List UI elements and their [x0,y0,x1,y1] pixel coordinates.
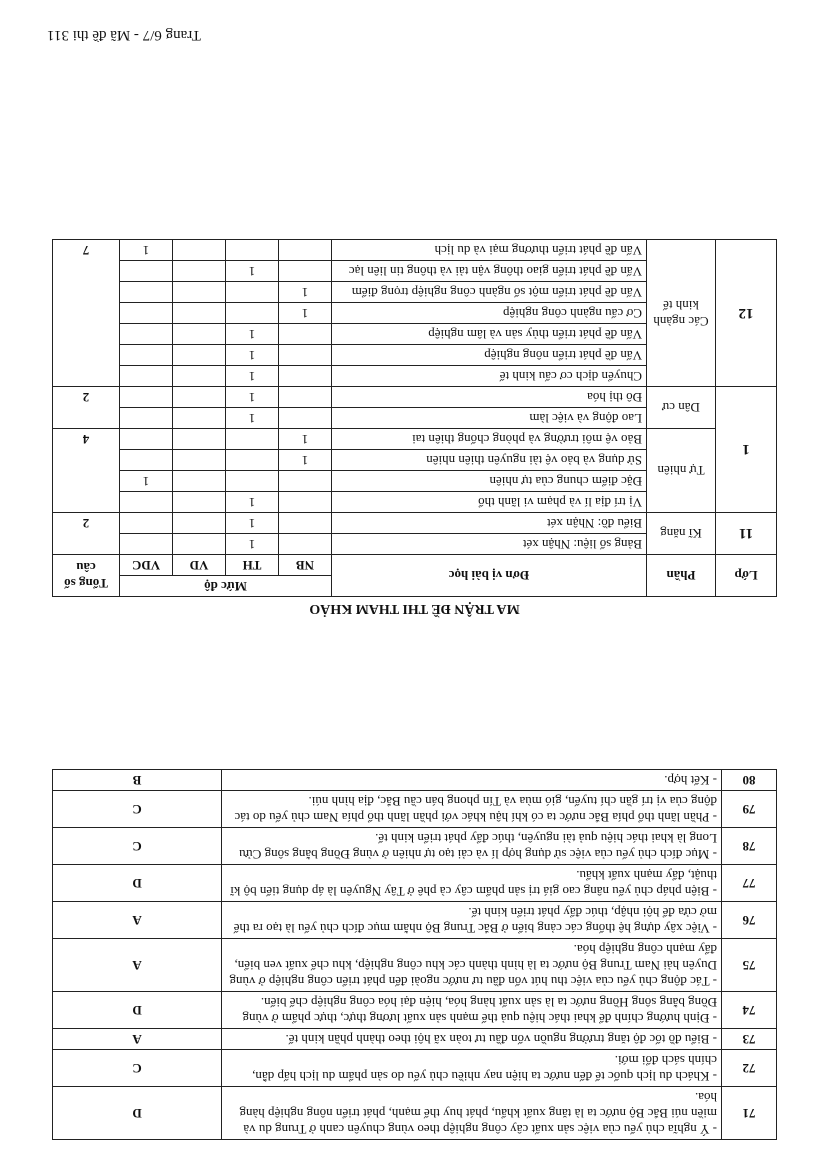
answer-row [53,770,777,791]
question-number: 76 [722,902,777,939]
nb-cell [279,324,332,345]
answer-row [53,939,777,992]
matrix-row [53,408,777,429]
page-header [47,26,777,43]
header-nb: NB [279,555,332,576]
answer-explanation: - Định hướng chính để khai thác hiệu quả thế mạnh sản xuất lương thực, thực phẩm ở vùng Đồng bằng sông Hồng nước ta là sản xuất hàng hóa, hiện đại hóa công nghiệp chế biến. [222,992,722,1029]
th-cell: 1 [226,366,279,387]
question-number: 71 [722,1087,777,1140]
answer-explanation: - Việc xây dựng hệ thống các cảng biển ở Bắc Trung Bộ nhằm mục đích chủ yếu là tạo ra thế mở cửa để hội nhập, thúc đẩy phát triển kinh tế. [222,902,722,939]
answer-explanation: - Biện pháp chủ yếu nâng cao giá trị sản phẩm cây cà phê ở Tây Nguyên là áp dụng tiến bộ kĩ thuật, đẩy mạnh xuất khẩu. [222,865,722,902]
answer-explanation: - Biểu đồ tốc độ tăng trưởng nguồn vốn đầu tư toàn xã hội theo thành phần kinh tế. [222,1029,722,1050]
answer-explanation: - Tác động chủ yếu của việc thu hút vốn đầu tư nước ngoài đến phát triển công nghiệp ở vùng Duyên hải Nam Trung Bộ nước ta là hình thành các khu công nghiệp, khu chế xuất ven biển, đẩy mạnh công nghiệp hóa. [222,939,722,992]
answer-explanation: - Phần lãnh thổ phía Bắc nước ta có khí hậu khác với phần lãnh thổ phía Nam chủ yếu do tác động của vị trí gần chí tuyến, gió mùa và Tín phong bán cầu Bắc, địa hình núi. [222,791,722,828]
matrix-row [53,366,777,387]
answer-key: A [53,939,222,992]
total-cell: 7 [53,240,120,387]
answer-key: D [53,1087,222,1140]
header-muc-do: Mức độ [120,576,332,597]
th-cell [226,429,279,450]
question-number: 78 [722,828,777,865]
header-phan: Phần [647,555,716,597]
vdc-cell [120,387,173,408]
header-vd: VD [173,555,226,576]
vdc-cell [120,282,173,303]
vd-cell [173,408,226,429]
nb-cell [279,240,332,261]
section-cell: Kĩ năng [647,513,716,555]
answer-row [53,1087,777,1140]
answer-key: C [53,791,222,828]
header-vdc: VDC [120,555,173,576]
question-number: 72 [722,1050,777,1087]
section-cell: Tự nhiên [647,429,716,513]
header-don-vi: Đơn vị bài học [332,555,647,597]
th-cell [226,471,279,492]
vd-cell [173,240,226,261]
vd-cell [173,261,226,282]
th-cell: 1 [226,534,279,555]
vdc-cell [120,534,173,555]
question-number: 74 [722,992,777,1029]
nb-cell [279,345,332,366]
nb-cell [279,366,332,387]
th-cell: 1 [226,345,279,366]
answer-explanation: - Mục đích chủ yếu của việc sử dụng hợp lí và cải tạo tự nhiên ở vùng Đồng bằng sông Cửu Long là khai thác hiệu quả tài nguyên, thúc đẩy phát triển kinh tế. [222,828,722,865]
answer-key: D [53,865,222,902]
unit-cell: Vấn đề phát triển nông nghiệp [332,345,647,366]
nb-cell [279,534,332,555]
nb-cell: 1 [279,429,332,450]
th-cell: 1 [226,513,279,534]
unit-cell: Vấn đề phát triển thương mại và du lịch [332,240,647,261]
th-cell: 1 [226,324,279,345]
answer-explanation: - Kết hợp. [222,770,722,791]
th-cell [226,450,279,471]
answer-row [53,791,777,828]
th-cell: 1 [226,492,279,513]
total-cell: 2 [53,513,120,555]
vd-cell [173,471,226,492]
vdc-cell [120,366,173,387]
vdc-cell: 1 [120,471,173,492]
vd-cell [173,387,226,408]
unit-cell: Bảo vệ môi trường và phòng chống thiên tai [332,429,647,450]
unit-cell: Cơ cấu ngành công nghiệp [332,303,647,324]
total-cell: 2 [53,387,120,429]
answer-row [53,865,777,902]
answer-row [53,992,777,1029]
question-number: 77 [722,865,777,902]
answer-key: C [53,1050,222,1087]
th-cell: 1 [226,408,279,429]
nb-cell [279,471,332,492]
nb-cell [279,492,332,513]
answer-row [53,828,777,865]
answer-key: A [53,1029,222,1050]
unit-cell: Chuyển dịch cơ cấu kinh tế [332,366,647,387]
vdc-cell [120,429,173,450]
answer-key: C [53,828,222,865]
vdc-cell [120,492,173,513]
vd-cell [173,324,226,345]
th-cell: 1 [226,261,279,282]
nb-cell: 1 [279,303,332,324]
th-cell [226,240,279,261]
section-cell: Dân cư [647,387,716,429]
vd-cell [173,366,226,387]
answer-key-table [52,769,777,1140]
question-number: 79 [722,791,777,828]
vdc-cell [120,303,173,324]
nb-cell [279,387,332,408]
vd-cell [173,429,226,450]
matrix-row [53,534,777,555]
vdc-cell: 1 [120,240,173,261]
answer-row [53,1050,777,1087]
th-cell [226,282,279,303]
vdc-cell [120,345,173,366]
question-number: 75 [722,939,777,992]
unit-cell: Vị trí địa lí và phạm vi lãnh thổ [332,492,647,513]
nb-cell: 1 [279,450,332,471]
answer-row [53,1029,777,1050]
unit-cell: Vấn đề phát triển thủy sản và lâm nghiệp [332,324,647,345]
vd-cell [173,303,226,324]
matrix-row [53,492,777,513]
header-th: TH [226,555,279,576]
vdc-cell [120,408,173,429]
vdc-cell [120,450,173,471]
th-cell: 1 [226,387,279,408]
unit-cell: Đặc điểm chung của tự nhiên [332,471,647,492]
nb-cell [279,261,332,282]
grade-cell: 1 [716,387,777,513]
vd-cell [173,282,226,303]
nb-cell: 1 [279,282,332,303]
vdc-cell [120,261,173,282]
vdc-cell [120,513,173,534]
header-lop: Lớp [716,555,777,597]
unit-cell: Lao động và việc làm [332,408,647,429]
total-cell: 4 [53,429,120,513]
exam-matrix-table [52,239,777,597]
answer-key: A [53,902,222,939]
unit-cell: Đô thị hóa [332,387,647,408]
vd-cell [173,534,226,555]
matrix-title: MA TRẬN ĐỀ THI THAM KHẢO [309,601,520,616]
grade-cell: 11 [716,513,777,555]
grade-cell: 12 [716,240,777,387]
answer-explanation: - Khách du lịch quốc tế đến nước ta hiện nay nhiều chủ yếu do sản phẩm du lịch hấp dẫn, chính sách đổi mới. [222,1050,722,1087]
unit-cell: Biểu đồ: Nhận xét [332,513,647,534]
vd-cell [173,450,226,471]
nb-cell [279,513,332,534]
vd-cell [173,513,226,534]
section-cell: Các ngành kinh tế [647,240,716,387]
vd-cell [173,345,226,366]
vd-cell [173,492,226,513]
unit-cell: Sử dụng và bảo vệ tài nguyên thiên nhiên [332,450,647,471]
unit-cell: Vấn đề phát triển một số ngành công nghiệp trọng điểm [332,282,647,303]
answer-key: B [53,770,222,791]
header-tong: Tổng số câu [53,555,120,597]
answer-explanation: - Ý nghĩa chủ yếu của việc sản xuất cây công nghiệp theo vùng chuyên canh ở Trung du và miền núi Bắc Bộ nước ta là tăng xuất khẩu, phát huy thế mạnh, phát triển nông nghiệp hàng hóa. [222,1087,722,1140]
question-number: 73 [722,1029,777,1050]
nb-cell [279,408,332,429]
answer-key: D [53,992,222,1029]
unit-cell: Bảng số liệu: Nhận xét [332,534,647,555]
unit-cell: Vấn đề phát triển giao thông vận tải và thông tin liên lạc [332,261,647,282]
answer-row [53,902,777,939]
question-number: 80 [722,770,777,791]
vdc-cell [120,324,173,345]
th-cell [226,303,279,324]
page-label: Trang 6/7 - Mã đề thi 311 [47,27,201,43]
